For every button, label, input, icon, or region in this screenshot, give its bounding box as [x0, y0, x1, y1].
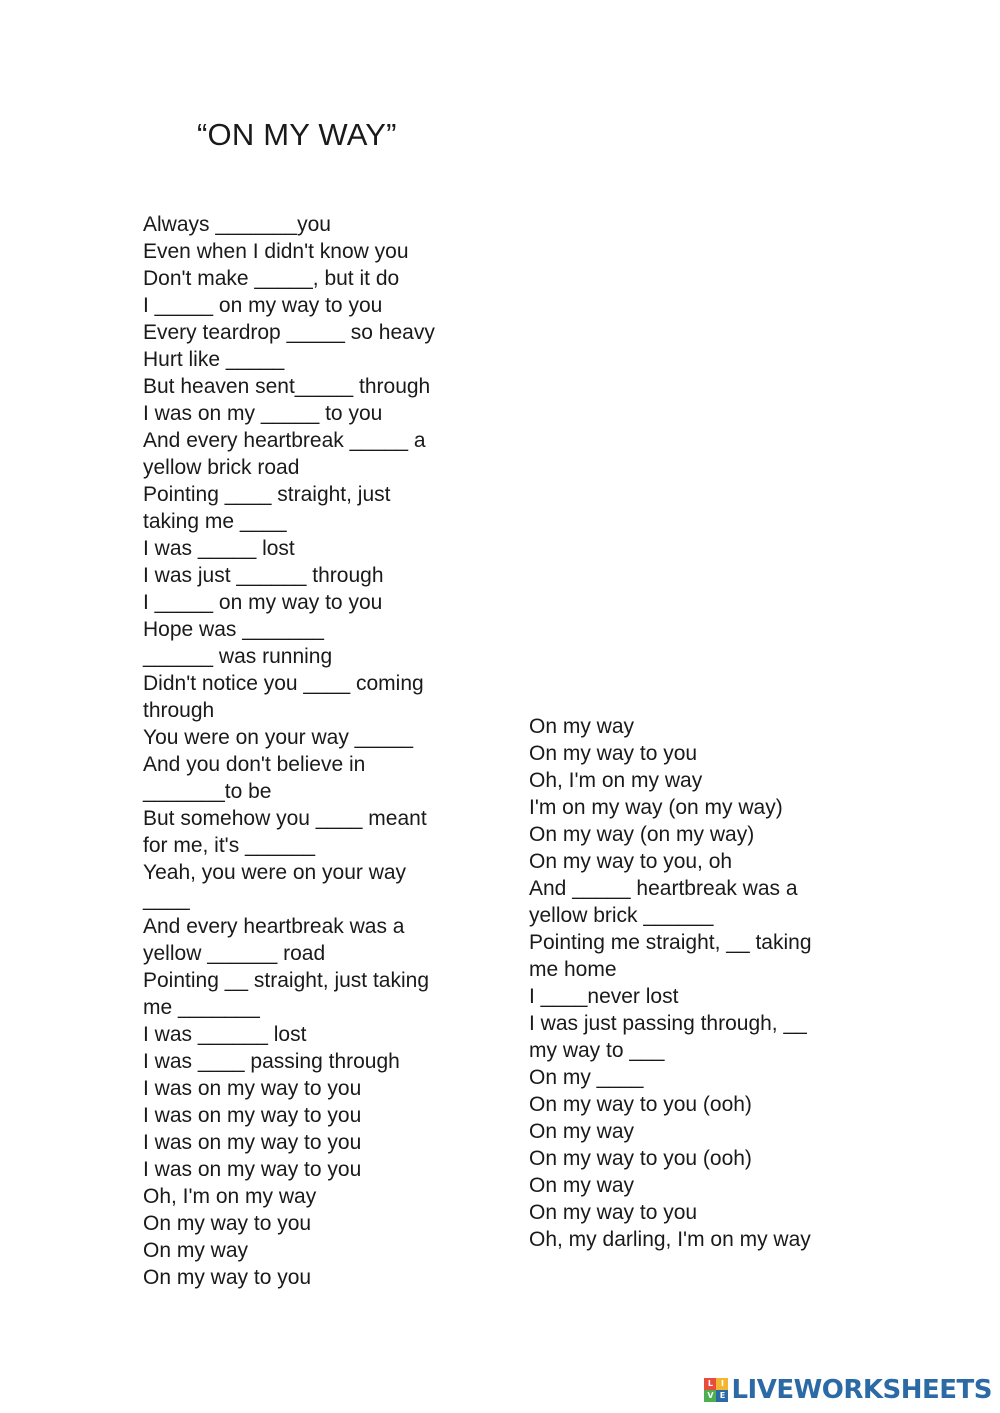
lyric-line: On my way — [529, 1174, 635, 1197]
lyric-line: for me, it's ______ — [143, 834, 316, 857]
lyric-line: You were on your way _____ — [143, 726, 414, 749]
lyric-line: I _____ on my way to you — [143, 591, 383, 614]
lyric-line: On my way — [529, 715, 635, 738]
lyrics-column-right — [529, 713, 869, 1253]
lyrics-column-left — [143, 211, 478, 1291]
lyric-line: I was ____ passing through — [143, 1050, 400, 1073]
liveworksheets-logo — [704, 1375, 992, 1405]
lyric-line: Hurt like _____ — [143, 348, 285, 371]
lyric-line: _______to be — [143, 780, 272, 803]
liveworksheets-logo-icon — [704, 1378, 728, 1402]
lyric-line: I was on my _____ to you — [143, 402, 383, 425]
lyric-line: Didn't notice you ____ coming — [143, 672, 424, 695]
lyric-line: On my way — [529, 1120, 635, 1143]
lyric-line: I _____ on my way to you — [143, 294, 383, 317]
lyric-line: And _____ heartbreak was a — [529, 877, 798, 900]
lyric-line: my way to ___ — [529, 1039, 665, 1062]
lyric-line: Oh, my darling, I'm on my way — [529, 1228, 811, 1251]
lyric-line: I was just ______ through — [143, 564, 384, 587]
lyric-line: On my way to you, oh — [529, 850, 733, 873]
lyric-line: On my way to you (ooh) — [529, 1093, 752, 1116]
lyric-line: Yeah, you were on your way — [143, 861, 407, 884]
lyric-line: I was on my way to you — [143, 1104, 362, 1127]
lyric-line: Oh, I'm on my way — [143, 1185, 317, 1208]
lyric-line: On my way to you — [143, 1212, 312, 1235]
lyric-line: Pointing me straight, __ taking — [529, 931, 812, 954]
logo-icon-tile: L — [704, 1378, 716, 1390]
lyric-line: Even when I didn't know you — [143, 240, 409, 263]
lyric-line: And every heartbreak was a — [143, 915, 405, 938]
lyric-line: I was _____ lost — [143, 537, 295, 560]
logo-icon-tile: V — [704, 1390, 716, 1402]
lyric-line: ____ — [143, 888, 190, 911]
logo-icon-tile: E — [716, 1390, 728, 1402]
logo-icon-tile: I — [716, 1378, 728, 1390]
lyric-line: On my way to you — [529, 742, 698, 765]
lyric-line: On my way to you (ooh) — [529, 1147, 752, 1170]
lyric-line: Hope was _______ — [143, 618, 324, 641]
lyric-line: ______ was running — [143, 645, 333, 668]
lyric-line: On my way — [143, 1239, 249, 1262]
lyric-line: through — [143, 699, 215, 722]
lyric-line: yellow brick ______ — [529, 904, 714, 927]
lyric-line: On my way to you — [529, 1201, 698, 1224]
lyric-line: On my ____ — [529, 1066, 644, 1089]
lyric-line: taking me ____ — [143, 510, 287, 533]
lyric-line: On my way (on my way) — [529, 823, 755, 846]
lyric-line: yellow brick road — [143, 456, 300, 479]
worksheet-title: “ON MY WAY” — [197, 117, 397, 152]
lyric-line: Every teardrop _____ so heavy — [143, 321, 435, 344]
lyric-line: Pointing __ straight, just taking — [143, 969, 430, 992]
lyric-line: I was just passing through, __ — [529, 1012, 807, 1035]
lyric-line: yellow ______ road — [143, 942, 326, 965]
lyric-line: me home — [529, 958, 617, 981]
lyric-line: But somehow you ____ meant — [143, 807, 427, 830]
lyric-line: I'm on my way (on my way) — [529, 796, 783, 819]
lyric-line: I was on my way to you — [143, 1158, 362, 1181]
lyric-line: Don't make _____, but it do — [143, 267, 400, 290]
lyric-line: But heaven sent_____ through — [143, 375, 431, 398]
lyric-line: I ____never lost — [529, 985, 679, 1008]
lyric-line: Always _______you — [143, 213, 331, 236]
lyric-line: me _______ — [143, 996, 260, 1019]
lyric-line: I was on my way to you — [143, 1131, 362, 1154]
liveworksheets-logo-text: LIVEWORKSHEETS — [731, 1375, 992, 1405]
lyric-line: And you don't believe in — [143, 753, 366, 776]
lyric-line: Pointing ____ straight, just — [143, 483, 391, 506]
lyric-line: And every heartbreak _____ a — [143, 429, 426, 452]
lyric-line: I was ______ lost — [143, 1023, 307, 1046]
lyric-line: Oh, I'm on my way — [529, 769, 703, 792]
lyric-line: I was on my way to you — [143, 1077, 362, 1100]
lyric-line: On my way to you — [143, 1266, 312, 1289]
